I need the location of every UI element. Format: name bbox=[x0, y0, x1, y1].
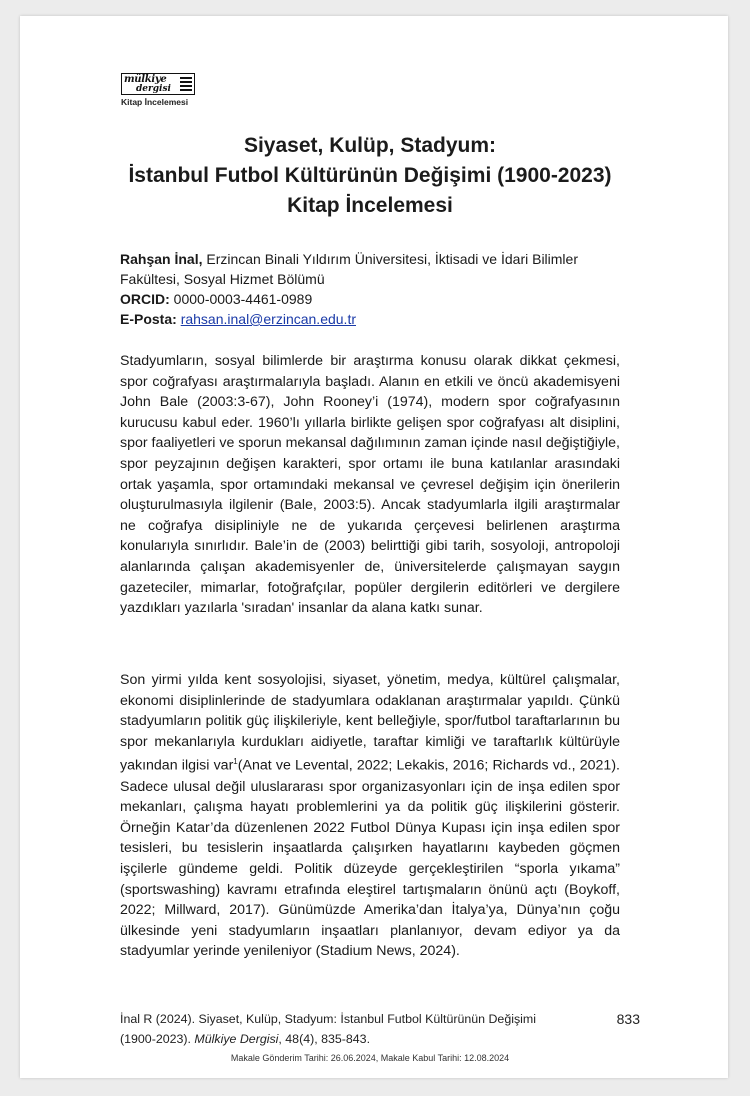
journal-logo bbox=[121, 73, 197, 112]
orcid-value: 0000-0003-4461-0989 bbox=[169, 291, 313, 307]
article-title bbox=[120, 131, 620, 221]
citation bbox=[120, 1009, 560, 1049]
citation-volume: , 48(4), 835-843. bbox=[278, 1032, 371, 1046]
section-label: Kitap İncelemesi bbox=[121, 97, 189, 107]
email-label: E-Posta: bbox=[120, 311, 177, 327]
orcid-label: ORCID: bbox=[120, 291, 170, 307]
title-line-1: Siyaset, Kulüp, Stadyum: bbox=[243, 134, 497, 157]
author-affiliation: Erzincan Binali Yıldırım Üniversitesi, İktisadi ve İdari Bilimler Fakültesi, Sosyal Hizmet Bölümü bbox=[120, 251, 578, 287]
paragraph-2-part-a: Son yirmi yılda kent sosyolojisi, siyaset, yönetim, medya, kültürel çalışmalar, ekonomi disiplinlerinde de stadyumlara odaklanan araştırmalar yapıldı. Çünkü stadyumların politik güç ilişkileriyle, kent belleğiyle, spor/futbol taraftarlarının bu spor mekanlarıyla kurdukları aidiyetle, taraftar kimliği ve taraftarlık kültürüyle yakından ilgisi var bbox=[120, 672, 620, 775]
logo-box bbox=[121, 73, 195, 95]
citation-text: İnal R (2024). Siyaset, Kulüp, Stadyum: İstanbul Futbol Kültürünün Değişimi (1900-2023). bbox=[120, 1012, 536, 1046]
logo-bottom-text: dergisi bbox=[136, 84, 171, 94]
title-line-2: İstanbul Futbol Kültürünün Değişimi (1900-2023) bbox=[128, 164, 612, 187]
paragraph-2-part-b: (Anat ve Levental, 2022; Lekakis, 2016; Richards vd., 2021). Sadece ulusal değil uluslararası spor organizasyonları için de inşa edilen spor mekanları, çalışma hayatı problemlerini ya da politik güç ilişkilerini gösterir. Örneğin Katar’da düzenlenen 2022 Futbol Dünya Kupası için inşa edilen spor tesisleri, bu tesislerin inşaatlarda çalışırken hayatlarını kaybeden göçmen işçilerle gündeme geldi. Politik düzeyde gerçekleştirilen “sporla yıkama” (sportswashing) kavramı etrafında eleştirel tartışmaların önünü açtı (Boykoff, 2022; Millward, 2017). Günümüzde Amerika’dan İtalya’ya, Dünya’nın çoğu ülkesinde yeni stadyumların inşaatları planlanıyor, devam ediyor ya da stadyumlar yerinde yenileniyor (Stadium News, 2024). bbox=[120, 758, 620, 960]
citation-journal: Mülkiye Dergisi bbox=[194, 1032, 279, 1046]
email-line bbox=[120, 309, 620, 329]
paragraph-1: Stadyumların, sosyal bilimlerde bir araştırma konusu olarak dikkat çekmesi, spor coğrafyası araştırmalarıyla başladı. Alanın en etkili ve öncü akademisyeni John Bale (2003:3-67), John Rooney’i (1974), modern spor coğrafyasının kurucusu kabul eder. 1960’lı yıllarla birlikte gelişen spor coğrafyası alt disiplini, spor faaliyetleri ve sporun mekansal dağılımının zaman içinde nasıl değiştiğiyle, spor peyzajının değişen karakteri, spor ortamı ile buna katılanlar arasındaki ortak yaşamla, spor ortamındaki mekansal ve çevresel değişim için önerilerin oluşturulmasıyla ilgilenir (Bale, 2003:5). Ancak stadyumlarla ilgili araştırmalar ne coğrafya disipliniyle ne de yukarıda çerçevesi belirlenen araştırma konularıyla sınırlıdır. Bale’in de (2003) belirttiği gibi tarih, sosyoloji, antropoloji alanlarında çalışan akademisyenler de, üniversitelerde çalışmayan saygın gazeteciler, mimarlar, fotoğrafçılar, popüler dergilerin editörleri ve dergilere yazdıkları yazılarla 'sıradan' insanlar da alana katkı sunar. bbox=[120, 353, 620, 617]
author-line bbox=[120, 249, 620, 289]
submission-dates: Makale Gönderim Tarihi: 26.06.2024, Makale Kabul Tarihi: 12.08.2024 bbox=[230, 1053, 510, 1063]
page-number: 833 bbox=[616, 1011, 640, 1027]
author-name: Rahşan İnal, bbox=[120, 251, 203, 267]
document-page bbox=[20, 16, 728, 1078]
footnote-marker[interactable]: 1 bbox=[233, 757, 238, 767]
page-footer bbox=[120, 1009, 640, 1049]
paragraph-2 bbox=[120, 670, 620, 962]
author-block bbox=[120, 249, 620, 329]
logo-top-text: mülkiye bbox=[124, 74, 167, 85]
orcid-line bbox=[120, 289, 620, 309]
logo-stripes-icon bbox=[180, 77, 192, 91]
title-line-3: Kitap İncelemesi bbox=[287, 194, 453, 217]
email-link[interactable]: rahsan.inal@erzincan.edu.tr bbox=[180, 311, 356, 327]
